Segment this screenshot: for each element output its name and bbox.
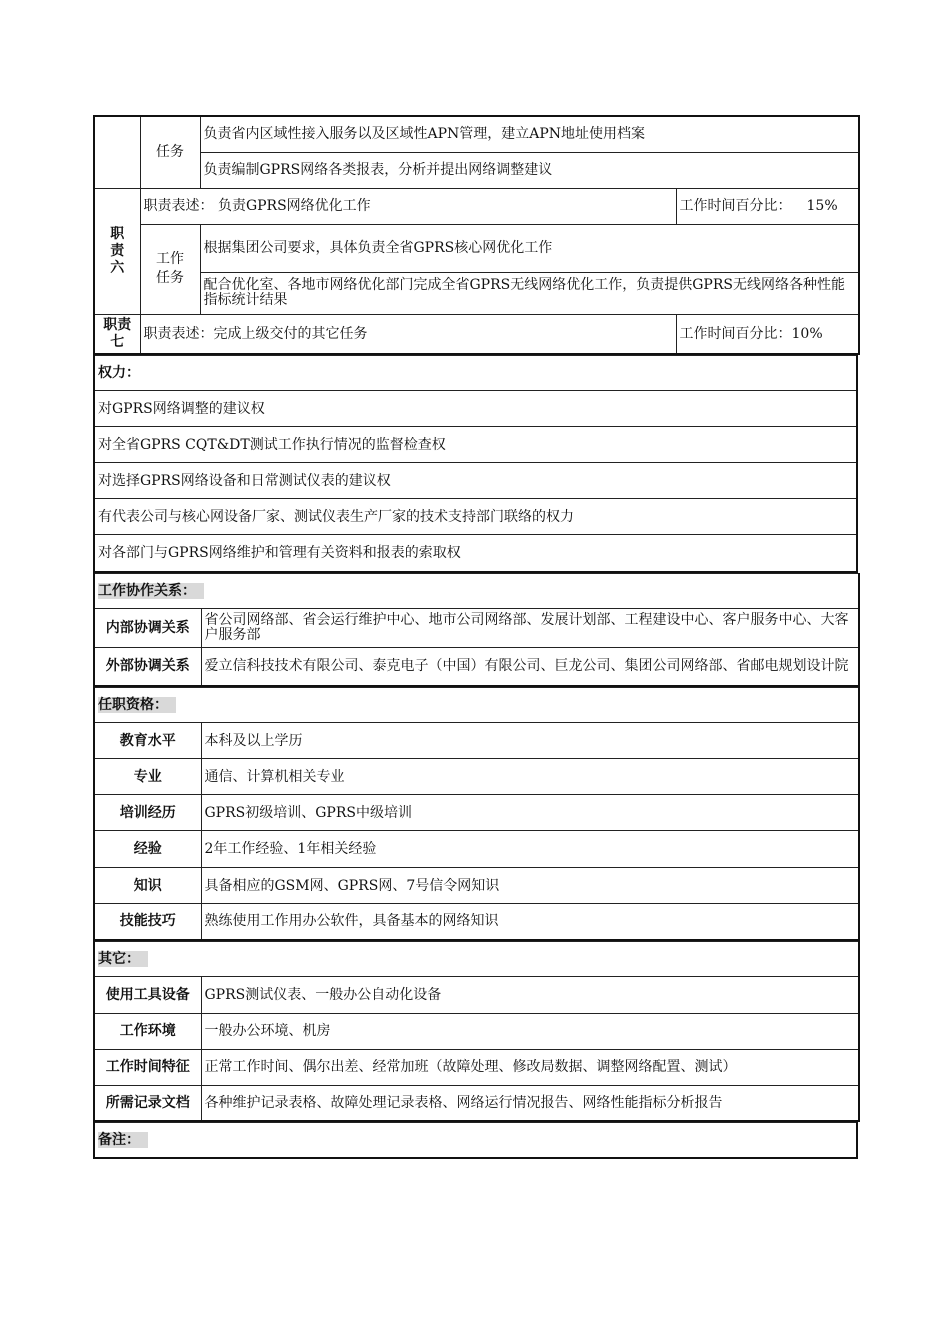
- duty6-task-2: 配合优化室、各地市网络优化部门完成全省GPRS无线网络优化工作，负责提供GPRS无线网络各种性能指标统计结果: [200, 272, 859, 314]
- duty6-task-label-text: 工作任务: [156, 251, 184, 286]
- duty-continued-task-1: 负责省内区域性接入服务以及区域性APN管理，建立APN地址使用档案: [200, 116, 859, 152]
- qualifications-title-cell: [94, 688, 859, 723]
- authority-title: 权力：: [98, 365, 140, 381]
- duty6-task-1: 根据集团公司要求，具体负责全省GPRS核心网优化工作: [200, 224, 859, 272]
- notes-title-cell: [94, 1123, 857, 1158]
- others-value: GPRS测试仪表、一般办公自动化设备: [201, 976, 859, 1013]
- others-value: 各种维护记录表格、故障处理记录表格、网络运行情况报告、网络性能指标分析报告: [201, 1085, 859, 1121]
- others-value: 正常工作时间、偶尔出差、经常加班（故障处理、修改局数据、调整网络配置、测试）: [201, 1049, 859, 1085]
- duty6-statement: 职责表述： 负责GPRS网络优化工作: [140, 188, 676, 224]
- duty6-time-value: 15%: [806, 198, 838, 214]
- qualification-value: GPRS初级培训、GPRS中级培训: [201, 795, 859, 831]
- others-value: 一般办公环境、机房: [201, 1013, 859, 1049]
- qualification-label: 专业: [94, 759, 201, 795]
- notes-table: [93, 1122, 858, 1159]
- others-label: 使用工具设备: [94, 976, 201, 1013]
- authority-item: 对GPRS网络调整的建议权: [94, 391, 857, 427]
- duty-continued-task-2: 负责编制GPRS网络各类报表，分析并提出网络调整建议: [200, 152, 859, 188]
- qualification-label: 培训经历: [94, 795, 201, 831]
- qualification-value: 熟练使用工作用办公软件，具备基本的网络知识: [201, 904, 859, 940]
- qualifications-title: 任职资格：: [98, 697, 176, 713]
- others-table: [93, 941, 860, 1123]
- duty7-time-value: 10%: [791, 325, 823, 342]
- authority-item: 对选择GPRS网络设备和日常测试仪表的建议权: [94, 463, 857, 499]
- others-label: 工作时间特征: [94, 1049, 201, 1085]
- duty6-time: [676, 188, 859, 224]
- qualification-label: 教育水平: [94, 723, 201, 759]
- qualification-label: 技能技巧: [94, 904, 201, 940]
- duty6-task-label: [140, 224, 200, 314]
- qualifications-table: [93, 687, 860, 941]
- internal-relations-label: 内部协调关系: [94, 608, 201, 647]
- qualification-label: 知识: [94, 868, 201, 904]
- duties-table: [93, 115, 860, 355]
- others-label: 所需记录文档: [94, 1085, 201, 1121]
- internal-relations-value: 省公司网络部、省会运行维护中心、地市公司网络部、发展计划部、工程建设中心、客户服务中心、大客户服务部: [201, 608, 859, 647]
- duty7-time-label: 工作时间百分比：: [679, 325, 792, 342]
- authority-title-cell: [94, 356, 857, 391]
- relations-title-cell: [94, 573, 859, 608]
- authority-item: 对各部门与GPRS网络维护和管理有关资料和报表的索取权: [94, 535, 857, 572]
- qualification-label: 经验: [94, 831, 201, 868]
- others-title: 其它：: [98, 951, 148, 967]
- duty7-label-text: 职责七: [103, 316, 132, 350]
- others-title-cell: [94, 941, 859, 976]
- duty7-statement: 职责表述：完成上级交付的其它任务: [140, 314, 676, 354]
- authority-table: [93, 355, 858, 573]
- external-relations-label: 外部协调关系: [94, 647, 201, 686]
- authority-item: 有代表公司与核心网设备厂家、测试仪表生产厂家的技术支持部门联络的权力: [94, 499, 857, 535]
- duty-continued-task-label: 任务: [140, 116, 200, 188]
- authority-item: 对全省GPRS CQT&DT测试工作执行情况的监督检查权: [94, 427, 857, 463]
- duty7-time: [676, 314, 859, 354]
- notes-title: 备注：: [98, 1132, 148, 1148]
- duty6-label-text: 职责六: [110, 225, 125, 276]
- relations-table: [93, 573, 860, 688]
- external-relations-value: 爱立信科技技术有限公司、泰克电子（中国）有限公司、巨龙公司、集团公司网络部、省邮电规划设计院: [201, 647, 859, 686]
- qualification-value: 具备相应的GSM网、GPRS网、7号信令网知识: [201, 868, 859, 904]
- duty7-label: [94, 314, 140, 354]
- duty6-label: [94, 188, 140, 314]
- relations-title: 工作协作关系：: [98, 583, 204, 599]
- qualification-value: 2年工作经验、1年相关经验: [201, 831, 859, 868]
- qualification-value: 本科及以上学历: [201, 723, 859, 759]
- job-description-document: [93, 115, 858, 1159]
- qualification-value: 通信、计算机相关专业: [201, 759, 859, 795]
- duty-continued-cell: [94, 116, 140, 188]
- others-label: 工作环境: [94, 1013, 201, 1049]
- duty6-time-label: 工作时间百分比：: [679, 198, 792, 214]
